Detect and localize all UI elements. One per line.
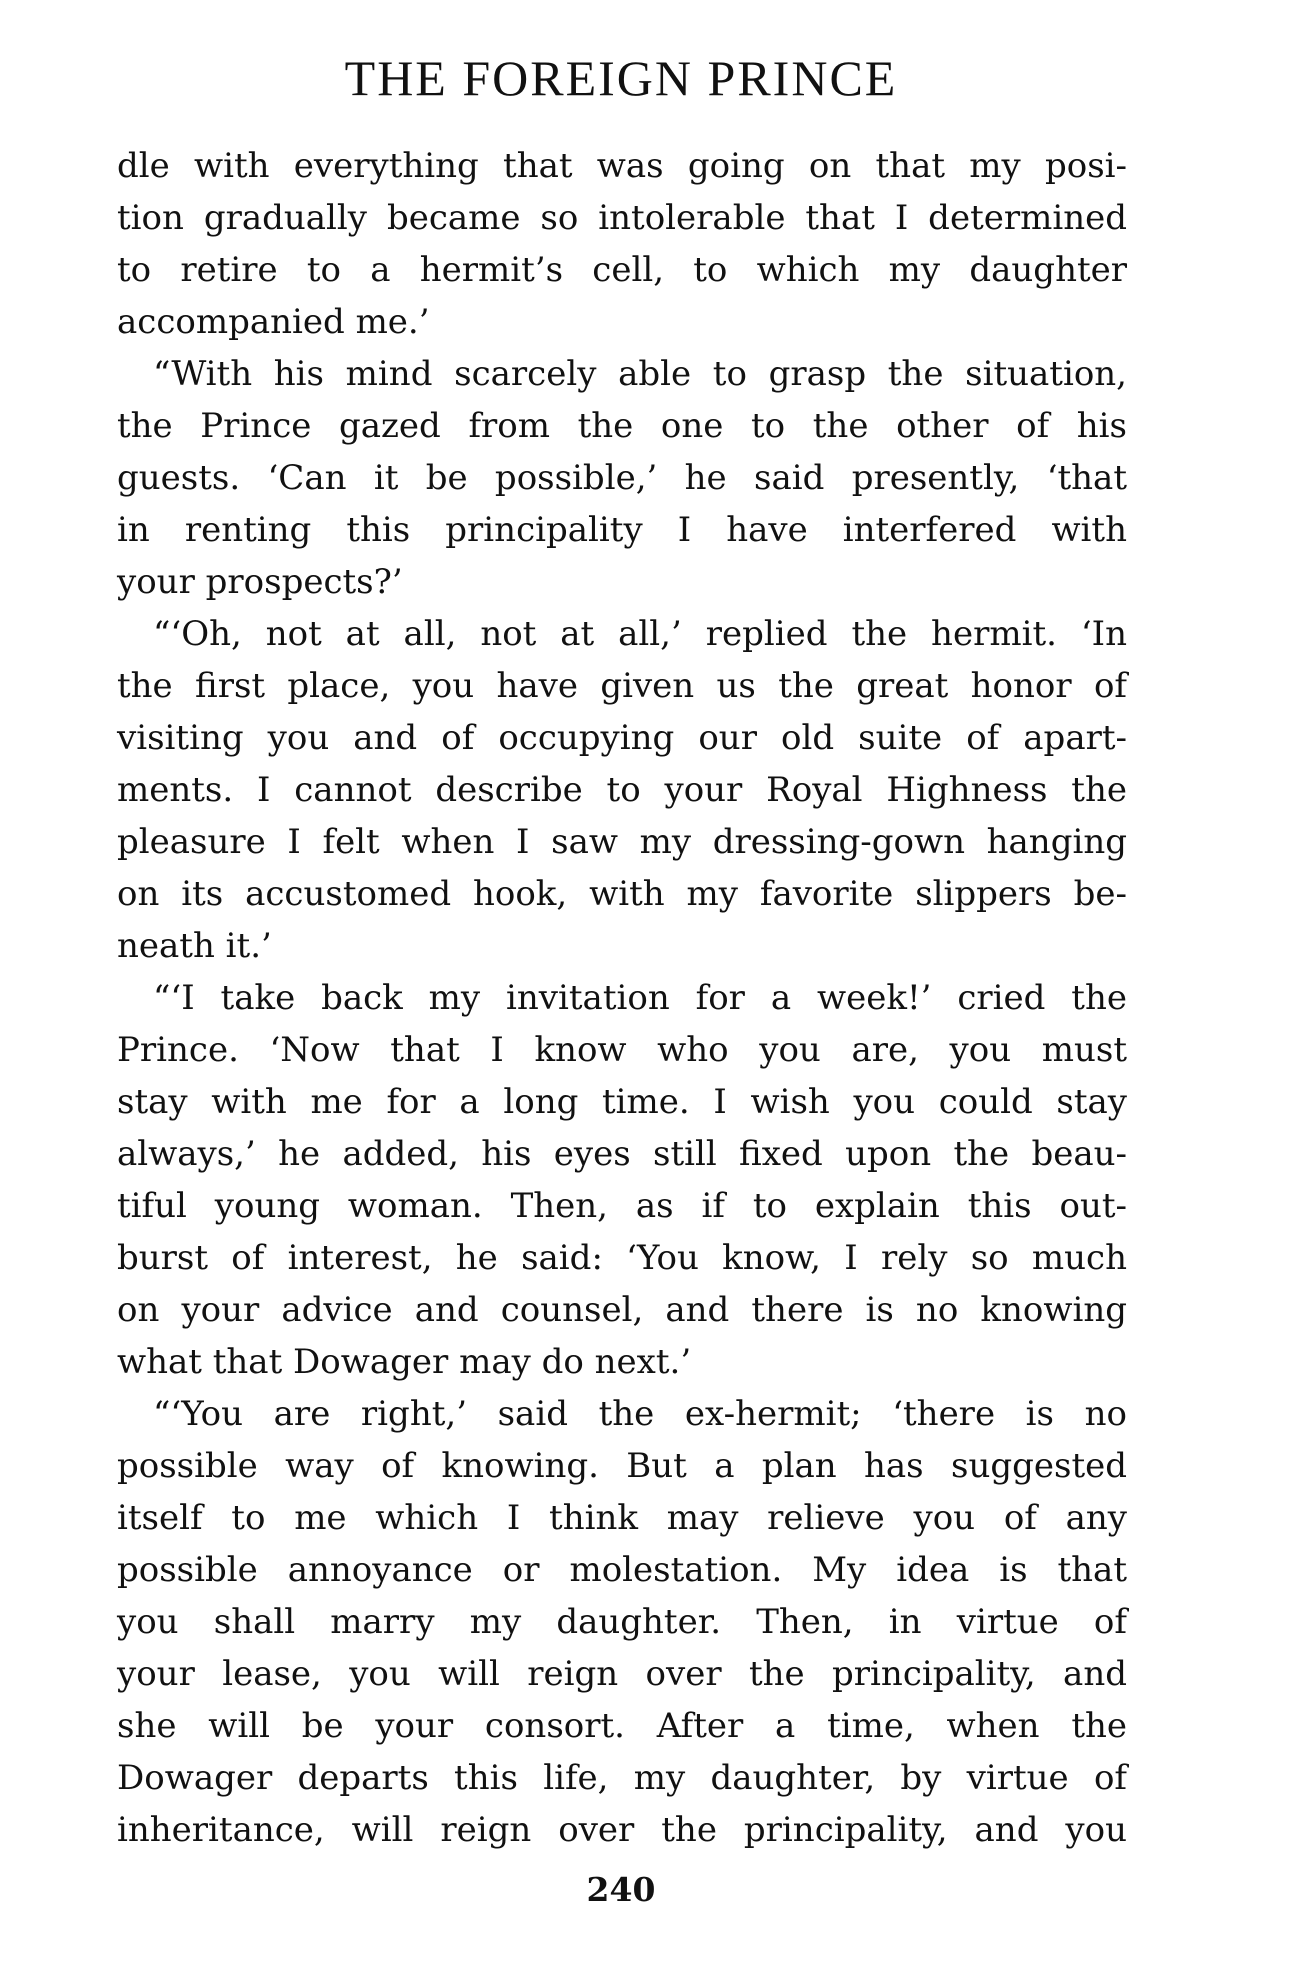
text-line: the Prince gazed from the one to the other of his: [117, 406, 1127, 446]
text-line: “With his mind scarcely able to grasp the situation,: [153, 354, 1127, 394]
text-line: to retire to a hermit’s cell, to which my daughter: [117, 250, 1127, 290]
text-line: always,’ he added, his eyes still fixed upon the beau-: [117, 1134, 1127, 1174]
text-line: on your advice and counsel, and there is no knowing: [117, 1290, 1127, 1330]
text-line: you shall marry my daughter. Then, in virtue of: [117, 1602, 1127, 1642]
text-line: pleasure I felt when I saw my dressing-gown hanging: [117, 822, 1127, 862]
text-line: tiful young woman. Then, as if to explain this out-: [117, 1186, 1127, 1226]
text-line: the first place, you have given us the great honor of: [117, 666, 1127, 706]
text-line: tion gradually became so intolerable that I determined: [117, 198, 1127, 238]
text-line: burst of interest, he said: ‘You know, I rely so much: [117, 1238, 1127, 1278]
text-line: Prince. ‘Now that I know who you are, you must: [117, 1030, 1127, 1070]
text-line: on its accustomed hook, with my favorite slippers be-: [117, 874, 1127, 914]
text-line: Dowager departs this life, my daughter, by virtue of: [117, 1758, 1127, 1798]
text-line: visiting you and of occupying our old suite of apart-: [117, 718, 1127, 758]
text-line: your prospects?’: [117, 562, 403, 602]
text-line: dle with everything that was going on that my posi-: [117, 146, 1127, 186]
text-line: “‘You are right,’ said the ex-hermit; ‘there is no: [153, 1394, 1127, 1434]
text-line: what that Dowager may do next.’: [117, 1342, 692, 1382]
text-line: itself to me which I think may relieve you of any: [117, 1498, 1127, 1538]
body-text: [117, 140, 1127, 1856]
page-number: 240: [586, 1870, 656, 1909]
text-line: in renting this principality I have interfered with: [117, 510, 1127, 550]
text-line: stay with me for a long time. I wish you could stay: [117, 1082, 1127, 1122]
text-line: possible annoyance or molestation. My idea is that: [117, 1550, 1127, 1590]
running-head: THE FOREIGN PRINCE: [344, 50, 898, 106]
text-line: ments. I cannot describe to your Royal Highness the: [117, 770, 1127, 810]
text-line: “‘Oh, not at all, not at all,’ replied the hermit. ‘In: [153, 614, 1127, 654]
text-line: “‘I take back my invitation for a week!’ cried the: [153, 978, 1127, 1018]
text-line: neath it.’: [117, 926, 272, 966]
text-line: she will be your consort. After a time, when the: [117, 1706, 1127, 1746]
text-line: possible way of knowing. But a plan has suggested: [117, 1446, 1127, 1486]
text-line: accompanied me.’: [117, 302, 430, 342]
text-line: your lease, you will reign over the principality, and: [117, 1654, 1127, 1694]
text-line: guests. ‘Can it be possible,’ he said presently, ‘that: [117, 458, 1127, 498]
text-line: inheritance, will reign over the principality, and you: [117, 1810, 1127, 1850]
